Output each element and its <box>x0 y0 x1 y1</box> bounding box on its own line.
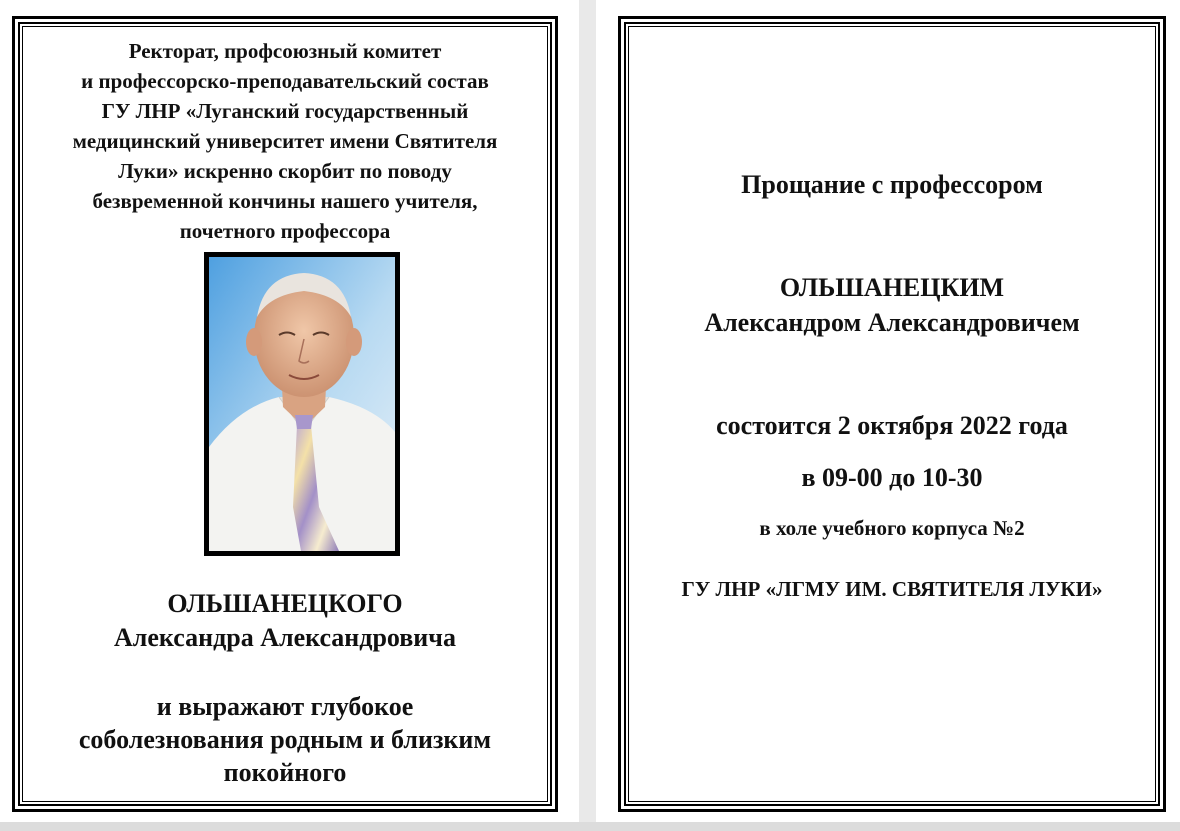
condolence-message: и выражают глубокое соболезнования родным и близким покойного <box>78 692 492 787</box>
farewell-time: в 09-00 до 10-30 <box>801 463 983 492</box>
farewell-heading: Прощание с профессором <box>741 170 1043 199</box>
page-bottom-edge <box>0 822 1180 831</box>
portrait-photo-frame <box>204 252 400 556</box>
university-name: ГУ ЛНР «ЛГМУ ИМ. СВЯТИТЕЛЯ ЛУКИ» <box>681 577 1103 601</box>
deceased-surname-genitive: ОЛЬШАНЕЦКОГО <box>167 589 403 618</box>
right-page <box>596 0 1180 822</box>
portrait-photo <box>209 257 395 551</box>
deceased-given-names-genitive: Александра Александровича <box>114 623 456 652</box>
deceased-given-names-instrumental: Александром Александровичем <box>704 308 1080 337</box>
deceased-surname-instrumental: ОЛЬШАНЕЦКИМ <box>779 273 1005 302</box>
farewell-place: в холе учебного корпуса №2 <box>759 516 1025 540</box>
left-page <box>0 0 579 822</box>
farewell-date: состоится 2 октября 2022 года <box>716 411 1068 440</box>
condolence-intro-text: Ректорат, профсоюзный комитет и профессорско-преподавательский состав ГУ ЛНР «Луганский государственный медицинский университет имени Святителя Луки» искренно скорбит по поводу безвременной кончины нашего учителя, почетного профессора <box>72 39 498 243</box>
